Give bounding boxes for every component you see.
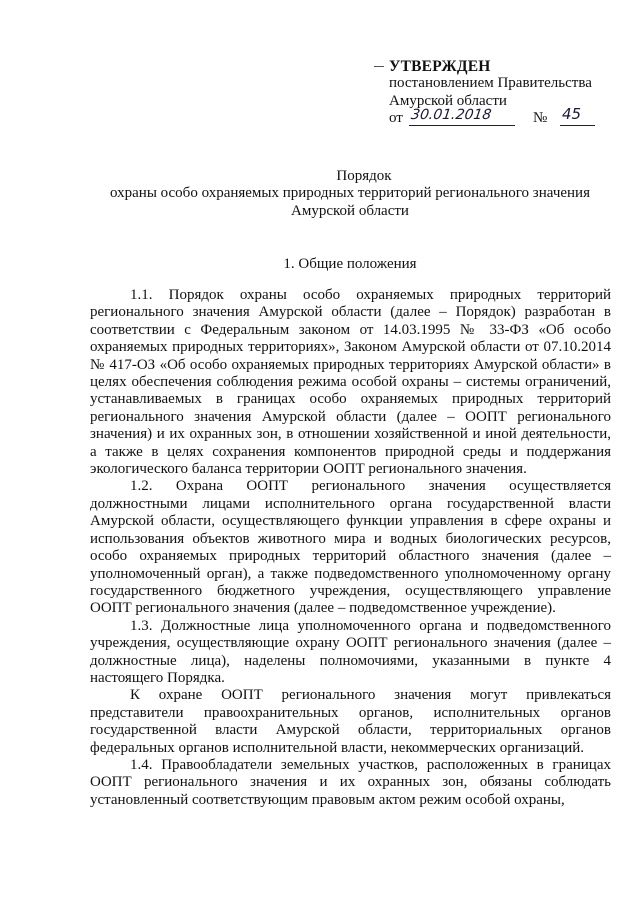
number-underline <box>560 125 595 126</box>
handwritten-number: 45 <box>562 105 582 124</box>
title-line-2: охраны особо охраняемых природных территорий регионального значения <box>110 185 590 202</box>
approval-line-2: Амурской области <box>389 92 507 109</box>
number-prefix: № <box>533 110 548 127</box>
paragraph-1-1: 1.1. Порядок охраны особо охраняемых природных территорий регионального значения Амурской области (далее – Порядок) разработан в соответствии с Федеральным законом от 14.03.1995 № 33-ФЗ «Об особо охраняемых природных территориях», Законом Амурской области от 07.10.2014 № 417-ОЗ «Об особо охраняемых природных территориях Амурской области» в целях обеспечения соблюдения режима особой охраны – системы ограничений, устанавливаемых в границах особо охраняемых природных территорий регионального значения Амурской области (далее – ООПТ регионального значения) и их охранных зон, в отношении хозяйственной и иной деятельности, а также в целях сохранения компонентов природной среды и поддержания экологического баланса территории ООПТ регионального значения. <box>90 287 611 478</box>
approval-line-1: постановлением Правительства <box>389 75 592 92</box>
decorative-dash <box>374 66 384 67</box>
date-underline <box>409 125 515 126</box>
document-title <box>90 168 610 220</box>
paragraph-1-2: 1.2. Охрана ООПТ регионального значения осуществляется должностными лицами исполнительного органа государственной власти Амурской области, осуществляющего функции управления в сфере охраны и использования объектов животного мира и водных биологических ресурсов, особо охраняемых природных территорий областного значения (далее – уполномоченный орган), а также подведомственного уполномоченному органу государственного бюджетного учреждения, осуществляющего управление ООПТ регионального значения (далее – подведомственное учреждение). <box>90 478 611 617</box>
section-heading: 1. Общие положения <box>283 256 417 272</box>
paragraph-1-3-continued: К охране ООПТ регионального значения могут привлекаться представители правоохранительных органов, исполнительных органов государственной власти Амурской области, территориальных органов федеральных органов исполнительной власти, некоммерческих организаций. <box>90 687 611 756</box>
approval-date-row <box>389 105 619 130</box>
handwritten-date: 30.01.2018 <box>409 107 493 124</box>
paragraph-1-4: 1.4. Правообладатели земельных участков, расположенных в границах ООПТ регионального значения и их охранных зон, обязаны соблюдать установленный соответствующим правовым актом режим особой охраны, <box>90 756 611 808</box>
title-line-1: Порядок <box>336 168 392 184</box>
date-prefix: от <box>389 110 403 127</box>
approval-stamp: УТВЕРЖДЕН <box>389 58 491 75</box>
paragraph-1-3: 1.3. Должностные лица уполномоченного органа и подведомственного учреждения, осуществляющие охрану ООПТ регионального значения (далее – должностные лица), наделены полномочиями, указанными в пункте 4 настоящего Порядка. <box>90 617 611 686</box>
approval-block <box>389 58 619 130</box>
body-text <box>90 287 611 809</box>
title-line-3: Амурской области <box>291 202 409 219</box>
